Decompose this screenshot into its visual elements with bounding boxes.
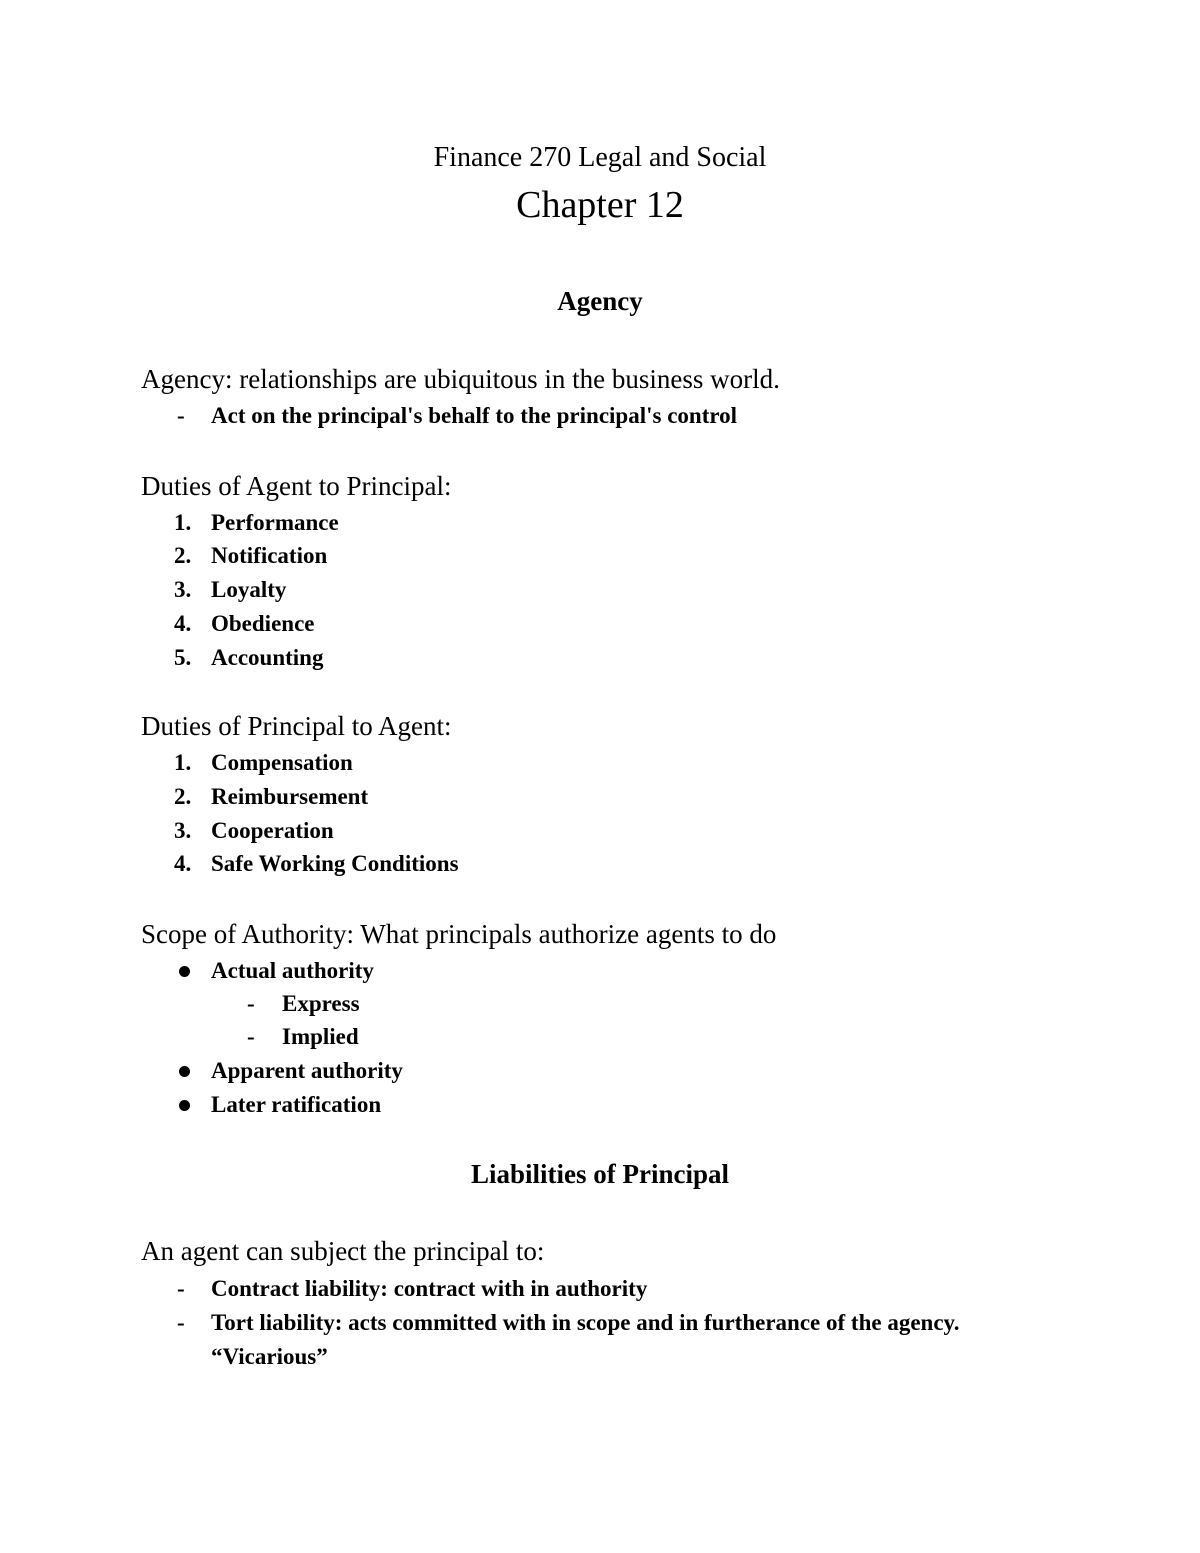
dash-marker: - (177, 403, 185, 428)
agency-intro-point: Act on the principal's behalf to the principal's control (211, 403, 738, 428)
scope-apparent: Apparent authority (211, 1058, 403, 1083)
duties-agent-item: Notification (211, 543, 328, 568)
agency-intro: Agency: relationships are ubiquitous in the business world. (141, 364, 780, 394)
section-heading-agency: Agency (557, 286, 643, 316)
dash-marker: - (177, 1310, 185, 1335)
duties-principal-item: Safe Working Conditions (211, 851, 459, 876)
list-number: 1. (174, 750, 192, 775)
duties-agent-item: Obedience (211, 611, 315, 636)
bullet-dot-icon (179, 966, 190, 977)
duties-principal-item: Reimbursement (211, 784, 369, 809)
liability-tort-line2: “Vicarious” (211, 1344, 328, 1369)
duties-agent-item: Accounting (211, 645, 324, 670)
duties-agent-item: Loyalty (211, 577, 287, 602)
duties-agent-item: Performance (211, 510, 339, 535)
list-number: 4. (174, 611, 192, 636)
section-heading-liabilities: Liabilities of Principal (470, 1159, 729, 1189)
scope-actual-sub: Express (282, 991, 360, 1016)
duties-principal-item: Compensation (211, 750, 353, 775)
bullet-dot-icon (179, 1100, 190, 1111)
list-number: 2. (174, 543, 192, 568)
list-number: 1. (174, 510, 192, 535)
scope-actual: Actual authority (211, 958, 374, 983)
liabilities-intro: An agent can subject the principal to: (141, 1236, 545, 1266)
course-title: Finance 270 Legal and Social (433, 142, 767, 173)
bullet-dot-icon (179, 1066, 190, 1077)
scope-later: Later ratification (211, 1092, 382, 1117)
dash-marker: - (177, 1276, 185, 1301)
liability-tort-line1: Tort liability: acts committed with in scope and in furtherance of the agency. (211, 1310, 960, 1335)
list-number: 2. (174, 784, 192, 809)
dash-marker: - (247, 1024, 255, 1049)
list-number: 4. (174, 851, 192, 876)
duties-principal-item: Cooperation (211, 818, 334, 843)
chapter-title: Chapter 12 (516, 184, 684, 226)
duties-principal-title: Duties of Principal to Agent: (141, 711, 452, 741)
liability-contract: Contract liability: contract with in authority (211, 1276, 648, 1301)
list-number: 5. (174, 645, 192, 670)
list-number: 3. (174, 577, 192, 602)
scope-title: Scope of Authority: What principals authorize agents to do (141, 919, 777, 949)
dash-marker: - (247, 991, 255, 1016)
scope-actual-sub: Implied (282, 1024, 359, 1049)
list-number: 3. (174, 818, 192, 843)
duties-agent-title: Duties of Agent to Principal: (141, 471, 452, 501)
